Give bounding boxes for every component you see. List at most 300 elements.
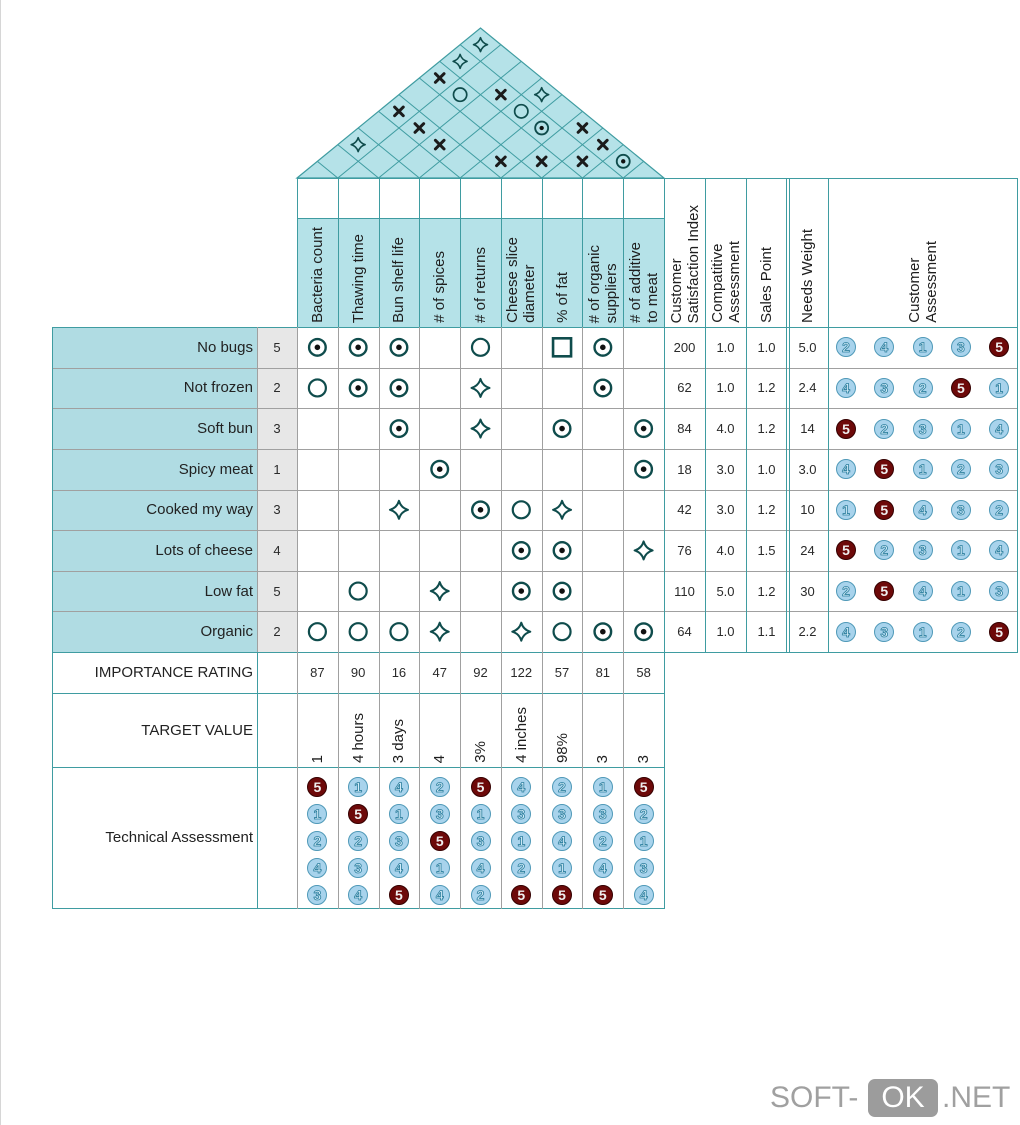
tech-requirement-header bbox=[623, 218, 664, 327]
four-point-star-icon bbox=[390, 501, 408, 519]
tech-requirement-header bbox=[379, 218, 420, 327]
technical-assessment-label: Technical Assessment bbox=[105, 829, 253, 846]
circle-dot-icon bbox=[431, 461, 448, 478]
need-satisfaction-index-value: 84 bbox=[677, 421, 692, 437]
circle-dot-icon bbox=[595, 380, 612, 397]
need-competitive-assessment-value: 5.0 bbox=[716, 583, 735, 599]
need-satisfaction-index-value: 76 bbox=[677, 542, 692, 558]
customer-assessment-rating: 2 bbox=[951, 459, 971, 479]
square-icon bbox=[553, 338, 571, 356]
tech-requirement-label bbox=[554, 272, 571, 323]
grid-line bbox=[379, 327, 380, 909]
grid-line bbox=[623, 178, 624, 328]
customer-assessment-rating: 3 bbox=[874, 378, 894, 398]
x-icon bbox=[395, 107, 404, 116]
grid-line bbox=[52, 368, 1018, 369]
customer-assessment-rating: 5 bbox=[989, 622, 1009, 642]
need-importance-weight: 4 bbox=[257, 530, 297, 571]
circle-icon bbox=[453, 88, 466, 101]
customer-column-label bbox=[709, 241, 743, 323]
tech-requirement-label bbox=[431, 251, 448, 323]
customer-assessment-label bbox=[906, 241, 940, 323]
grid-line bbox=[419, 178, 420, 328]
roof-grid-line bbox=[582, 145, 623, 178]
need-importance-weight: 2 bbox=[257, 611, 297, 652]
circle-icon bbox=[309, 623, 326, 640]
technical-assessment-rating: 3 bbox=[593, 804, 613, 824]
need-importance-weight: 3 bbox=[257, 408, 297, 449]
customer-need-label: Low fat bbox=[52, 571, 257, 612]
customer-assessment-rating: 1 bbox=[989, 378, 1009, 398]
circle-dot-icon bbox=[391, 420, 408, 437]
importance-rating-value: 87 bbox=[310, 665, 325, 680]
customer-need-label: Spicy meat bbox=[52, 449, 257, 490]
tech-requirement-label bbox=[586, 245, 620, 323]
customer-assessment-rating: 4 bbox=[836, 459, 856, 479]
target-value: 1 bbox=[308, 754, 326, 763]
tech-requirement-label bbox=[350, 234, 367, 323]
four-point-star-icon bbox=[473, 38, 487, 52]
technical-assessment-rating: 5 bbox=[552, 885, 572, 905]
customer-assessment-rating: 5 bbox=[836, 419, 856, 439]
four-point-star-icon bbox=[535, 88, 549, 102]
technical-assessment-rating: 4 bbox=[389, 858, 409, 878]
circle-icon bbox=[515, 105, 528, 118]
target-value: 3 days bbox=[390, 718, 408, 763]
importance-rating-value: 47 bbox=[432, 665, 447, 680]
four-point-star-icon bbox=[431, 623, 449, 641]
grid-line bbox=[297, 218, 665, 219]
roof-grid-line bbox=[379, 111, 461, 178]
technical-assessment-rating: 1 bbox=[307, 804, 327, 824]
tech-requirement-label-line: to meat bbox=[643, 272, 661, 323]
tech-header-blank-cell bbox=[338, 178, 379, 218]
need-sales-point-value: 1.2 bbox=[757, 502, 776, 518]
grid-line bbox=[52, 767, 665, 768]
technical-assessment-rating: 1 bbox=[471, 804, 491, 824]
customer-assessment-rating: 2 bbox=[951, 622, 971, 642]
grid-line bbox=[297, 327, 298, 909]
customer-assessment-rating: 1 bbox=[913, 459, 933, 479]
grid-line bbox=[297, 178, 298, 328]
customer-assessment-rating: 3 bbox=[951, 500, 971, 520]
importance-rating-value: 122 bbox=[510, 665, 533, 680]
tech-requirement-label-line: diameter bbox=[521, 264, 539, 323]
tech-header-blank-cell bbox=[623, 178, 664, 218]
roof-grid-line bbox=[358, 128, 419, 178]
customer-assessment-rating: 5 bbox=[836, 540, 856, 560]
technical-assessment-rating: 2 bbox=[511, 858, 531, 878]
technical-assessment-rating: 5 bbox=[634, 777, 654, 797]
tech-requirement-label-line: Bacteria count bbox=[308, 227, 326, 323]
technical-assessment-rating: 5 bbox=[471, 777, 491, 797]
grid-line bbox=[52, 571, 1018, 572]
customer-assessment-rating: 3 bbox=[913, 540, 933, 560]
customer-assessment-header bbox=[828, 178, 1017, 327]
circle-dot-icon bbox=[554, 583, 571, 600]
need-satisfaction-index-value: 18 bbox=[677, 461, 692, 477]
customer-column-label-line: Customer bbox=[667, 257, 685, 323]
customer-assessment-rating: 1 bbox=[836, 500, 856, 520]
need-competitive-assessment-value: 1.0 bbox=[716, 339, 735, 355]
customer-assessment-rating: 4 bbox=[836, 378, 856, 398]
customer-column-label bbox=[668, 205, 702, 323]
customer-assessment-rating: 4 bbox=[913, 581, 933, 601]
circle-dot-icon bbox=[391, 380, 408, 397]
need-competitive-assessment-value: 1.0 bbox=[716, 624, 735, 640]
grid-line bbox=[1017, 178, 1018, 653]
x-icon bbox=[578, 124, 587, 133]
need-importance-weight: 3 bbox=[257, 490, 297, 531]
roof-grid-line bbox=[460, 95, 562, 178]
customer-assessment-rating: 1 bbox=[913, 622, 933, 642]
importance-rating-value: 90 bbox=[350, 665, 366, 680]
tech-requirement-header bbox=[501, 218, 542, 327]
circle-dot-icon bbox=[595, 623, 612, 640]
tech-requirement-label bbox=[390, 237, 407, 323]
x-icon bbox=[599, 140, 608, 149]
roof-grid-line bbox=[419, 78, 541, 178]
tech-requirement-label-line: # of organic bbox=[585, 244, 603, 323]
circle-icon bbox=[472, 339, 489, 356]
four-point-star-icon bbox=[351, 138, 365, 152]
customer-need-label: Lots of cheese bbox=[52, 530, 257, 571]
tech-requirement-label-line: # of additive bbox=[626, 242, 644, 323]
grid-line bbox=[52, 530, 1018, 531]
four-point-star-icon bbox=[553, 501, 571, 519]
technical-assessment-rating: 5 bbox=[593, 885, 613, 905]
customer-assessment-rating: 5 bbox=[874, 500, 894, 520]
grid-line bbox=[582, 178, 583, 328]
importance-rating-value: 81 bbox=[595, 665, 611, 680]
tech-requirement-header bbox=[460, 218, 501, 327]
technical-assessment-rating: 1 bbox=[348, 777, 368, 797]
need-sales-point-value: 1.2 bbox=[757, 380, 776, 396]
technical-assessment-rating: 1 bbox=[511, 831, 531, 851]
roof-grid-line bbox=[419, 78, 541, 178]
roof-grid-line bbox=[399, 95, 501, 178]
target-value: 4 inches bbox=[512, 707, 530, 763]
x-icon bbox=[435, 140, 444, 149]
customer-assessment-rating: 4 bbox=[989, 419, 1009, 439]
grid-line bbox=[789, 178, 790, 653]
grid-line bbox=[52, 652, 1018, 653]
four-point-star-icon bbox=[472, 420, 490, 438]
grid-line bbox=[746, 178, 747, 653]
roof-grid-line bbox=[338, 45, 501, 178]
roof-outline bbox=[297, 28, 664, 178]
tech-requirement-label-line: # of spices bbox=[431, 251, 449, 323]
watermark-prefix: SOFT- bbox=[770, 1081, 859, 1114]
tech-header-blank-cell bbox=[501, 178, 542, 218]
customer-assessment-rating: 3 bbox=[989, 459, 1009, 479]
importance-rating-value: 16 bbox=[391, 665, 407, 680]
technical-assessment-rating: 3 bbox=[511, 804, 531, 824]
circle-icon bbox=[350, 623, 367, 640]
need-satisfaction-index-value: 42 bbox=[677, 502, 692, 518]
need-importance-weight: 2 bbox=[257, 368, 297, 409]
customer-need-label: Not frozen bbox=[52, 368, 257, 409]
tech-requirement-label-line: # of returns bbox=[471, 247, 489, 323]
need-importance-weight: 1 bbox=[257, 449, 297, 490]
grid-line bbox=[460, 327, 461, 909]
technical-assessment-rating: 3 bbox=[307, 885, 327, 905]
circle-icon bbox=[350, 583, 367, 600]
four-point-star-icon bbox=[512, 623, 530, 641]
customer-assessment-rating: 4 bbox=[836, 622, 856, 642]
tech-requirement-header bbox=[338, 218, 379, 327]
grid-line bbox=[379, 178, 380, 328]
circle-icon bbox=[309, 379, 326, 396]
target-value: 4 hours bbox=[349, 712, 367, 763]
technical-assessment-rating: 3 bbox=[471, 831, 491, 851]
roof-grid-line bbox=[379, 61, 522, 178]
grid-line bbox=[828, 178, 829, 653]
need-needs-weight-value: 2.2 bbox=[798, 624, 817, 640]
technical-assessment-rating: 5 bbox=[307, 777, 327, 797]
watermark-suffix: .NET bbox=[942, 1081, 1011, 1114]
four-point-star-icon bbox=[453, 54, 467, 68]
grid-line bbox=[257, 652, 258, 909]
customer-column-header-competitive-assessment bbox=[705, 178, 746, 327]
customer-column-header-needs-weight bbox=[787, 178, 828, 327]
technical-assessment-rating: 3 bbox=[634, 858, 654, 878]
grid-line bbox=[257, 327, 258, 653]
grid-line bbox=[786, 178, 787, 653]
tech-header-blank-cell bbox=[419, 178, 460, 218]
importance-rating-value: 92 bbox=[473, 665, 488, 680]
grid-line bbox=[705, 178, 706, 653]
four-point-star-icon bbox=[472, 379, 490, 397]
need-satisfaction-index-value: 110 bbox=[674, 583, 695, 599]
target-value-cell bbox=[419, 693, 460, 767]
customer-column-label-line: Needs Weight bbox=[799, 229, 816, 323]
customer-assessment-rating: 2 bbox=[874, 540, 894, 560]
customer-column-label-line: Compatitive bbox=[708, 243, 726, 323]
need-competitive-assessment-value: 1.0 bbox=[716, 380, 735, 396]
technical-assessment-rating: 1 bbox=[389, 804, 409, 824]
grid-line bbox=[582, 327, 583, 909]
need-competitive-assessment-value: 4.0 bbox=[716, 421, 735, 437]
customer-assessment-rating: 1 bbox=[913, 337, 933, 357]
technical-assessment-rating: 5 bbox=[430, 831, 450, 851]
need-sales-point-value: 1.2 bbox=[757, 421, 776, 437]
tech-requirement-label-line: Bun shelf life bbox=[390, 237, 408, 323]
technical-assessment-rating: 3 bbox=[430, 804, 450, 824]
grid-line bbox=[542, 327, 543, 909]
circle-dot-icon bbox=[635, 420, 652, 437]
need-satisfaction-index-value: 64 bbox=[677, 624, 692, 640]
technical-assessment-rating: 4 bbox=[593, 858, 613, 878]
x-icon bbox=[537, 157, 546, 166]
technical-assessment-rating: 4 bbox=[307, 858, 327, 878]
customer-assessment-rating: 2 bbox=[836, 337, 856, 357]
circle-dot-icon bbox=[513, 542, 530, 559]
grid-line bbox=[297, 178, 1018, 179]
target-value-cell bbox=[501, 693, 542, 767]
grid-line bbox=[460, 178, 461, 328]
roof-grid-line bbox=[440, 61, 583, 178]
circle-dot-icon bbox=[595, 339, 612, 356]
technical-assessment-rating: 4 bbox=[471, 858, 491, 878]
customer-assessment-rating: 5 bbox=[874, 581, 894, 601]
tech-requirement-header bbox=[542, 218, 583, 327]
customer-assessment-rating: 3 bbox=[874, 622, 894, 642]
target-value: 3% bbox=[471, 741, 489, 763]
technical-assessment-rating: 4 bbox=[511, 777, 531, 797]
tech-requirement-header bbox=[297, 218, 338, 327]
customer-need-label: No bugs bbox=[52, 327, 257, 368]
roof-grid-line bbox=[542, 128, 603, 178]
need-importance-weight: 5 bbox=[257, 327, 297, 368]
customer-assessment-label-line: Customer bbox=[905, 257, 923, 323]
customer-need-label: Cooked my way bbox=[52, 490, 257, 531]
circle-dot-icon bbox=[554, 420, 571, 437]
grid-line bbox=[52, 327, 1018, 328]
customer-assessment-rating: 5 bbox=[874, 459, 894, 479]
x-icon bbox=[578, 157, 587, 166]
tech-requirement-label bbox=[504, 237, 538, 323]
circle-dot-icon bbox=[472, 502, 489, 519]
technical-assessment-rating: 3 bbox=[552, 804, 572, 824]
customer-need-label: Organic bbox=[52, 611, 257, 652]
circle-dot-icon bbox=[350, 339, 367, 356]
customer-column-header-satisfaction-index bbox=[664, 178, 705, 327]
technical-assessment-rating: 2 bbox=[552, 777, 572, 797]
need-competitive-assessment-value: 3.0 bbox=[716, 461, 735, 477]
circle-dot-icon bbox=[554, 542, 571, 559]
technical-assessment-rating: 2 bbox=[471, 885, 491, 905]
roof-correlation-matrix bbox=[297, 28, 664, 178]
customer-assessment-rating: 2 bbox=[989, 500, 1009, 520]
need-needs-weight-value: 14 bbox=[800, 421, 815, 437]
need-sales-point-value: 1.5 bbox=[757, 542, 776, 558]
target-value-cell bbox=[297, 693, 338, 767]
customer-column-label-line: Satisfaction Index bbox=[684, 204, 702, 323]
need-competitive-assessment-value: 3.0 bbox=[716, 502, 735, 518]
technical-assessment-rating: 4 bbox=[430, 885, 450, 905]
x-icon bbox=[415, 124, 424, 133]
four-point-star-icon bbox=[635, 541, 653, 559]
customer-column-label-line: Assessment bbox=[725, 241, 743, 323]
customer-assessment-rating: 1 bbox=[951, 581, 971, 601]
need-sales-point-value: 1.1 bbox=[757, 624, 776, 640]
technical-assessment-rating: 2 bbox=[307, 831, 327, 851]
tech-requirement-label bbox=[627, 242, 661, 323]
target-value: 3 bbox=[594, 754, 612, 763]
circle-icon bbox=[554, 623, 571, 640]
tech-requirement-header bbox=[582, 218, 623, 327]
grid-line bbox=[52, 693, 665, 694]
importance-rating-value: 58 bbox=[636, 665, 651, 680]
need-needs-weight-value: 5.0 bbox=[798, 339, 817, 355]
circle-dot-icon bbox=[617, 155, 630, 168]
roof-grid-line bbox=[623, 161, 643, 178]
circle-dot-icon bbox=[513, 583, 530, 600]
customer-assessment-rating: 5 bbox=[989, 337, 1009, 357]
target-value: 4 bbox=[431, 754, 449, 763]
roof-grid-line bbox=[460, 45, 623, 178]
target-value-cell bbox=[542, 693, 583, 767]
technical-assessment-rating: 2 bbox=[430, 777, 450, 797]
target-value-cell bbox=[623, 693, 664, 767]
customer-column-header-sales-point bbox=[746, 178, 787, 327]
tech-requirement-header bbox=[419, 218, 460, 327]
x-icon bbox=[497, 157, 506, 166]
roof-grid-line bbox=[317, 161, 337, 178]
technical-assessment-rating: 5 bbox=[389, 885, 409, 905]
grid-line bbox=[52, 490, 1018, 491]
need-needs-weight-value: 3.0 bbox=[798, 461, 817, 477]
customer-column-label-line: Sales Point bbox=[758, 247, 775, 323]
customer-column-label bbox=[799, 229, 816, 323]
customer-assessment-label-line: Assessment bbox=[922, 241, 940, 323]
tech-requirement-label-line: Cheese slice bbox=[504, 237, 522, 323]
customer-assessment-rating: 2 bbox=[913, 378, 933, 398]
circle-dot-icon bbox=[635, 623, 652, 640]
technical-assessment-rating: 1 bbox=[430, 858, 450, 878]
technical-assessment-rating: 4 bbox=[389, 777, 409, 797]
grid-line bbox=[338, 178, 339, 328]
tech-requirement-label-line: suppliers bbox=[602, 262, 620, 323]
grid-line bbox=[52, 611, 1018, 612]
four-point-star-icon bbox=[431, 582, 449, 600]
target-value-cell bbox=[460, 693, 501, 767]
circle-dot-icon bbox=[309, 339, 326, 356]
tech-header-blank-cell bbox=[542, 178, 583, 218]
technical-assessment-rating: 4 bbox=[634, 885, 654, 905]
grid-line bbox=[501, 327, 502, 909]
technical-assessment-rating: 2 bbox=[593, 831, 613, 851]
need-importance-weight: 5 bbox=[257, 571, 297, 612]
customer-need-label: Soft bun bbox=[52, 408, 257, 449]
technical-assessment-rating: 4 bbox=[348, 885, 368, 905]
customer-assessment-rating: 3 bbox=[951, 337, 971, 357]
roof-grid-line bbox=[501, 111, 583, 178]
customer-assessment-rating: 5 bbox=[951, 378, 971, 398]
need-needs-weight-value: 10 bbox=[800, 502, 815, 518]
x-icon bbox=[497, 90, 506, 99]
need-sales-point-value: 1.2 bbox=[757, 583, 776, 599]
technical-assessment-rating: 1 bbox=[552, 858, 572, 878]
customer-column-label bbox=[758, 247, 775, 323]
tech-header-blank-cell bbox=[460, 178, 501, 218]
technical-assessment-rating: 2 bbox=[348, 831, 368, 851]
need-competitive-assessment-value: 4.0 bbox=[716, 542, 735, 558]
target-value: 98% bbox=[553, 732, 571, 763]
technical-assessment-rating: 5 bbox=[348, 804, 368, 824]
need-needs-weight-value: 2.4 bbox=[798, 380, 817, 396]
need-sales-point-value: 1.0 bbox=[757, 339, 776, 355]
tech-header-blank-cell bbox=[582, 178, 623, 218]
customer-assessment-rating: 1 bbox=[951, 540, 971, 560]
need-needs-weight-value: 30 bbox=[800, 583, 815, 599]
grid-line bbox=[52, 908, 665, 909]
target-value-label: TARGET VALUE bbox=[141, 721, 253, 739]
need-satisfaction-index-value: 62 bbox=[677, 380, 692, 396]
tech-header-blank-cell bbox=[379, 178, 420, 218]
customer-assessment-rating: 3 bbox=[989, 581, 1009, 601]
circle-icon bbox=[513, 501, 530, 518]
circle-icon bbox=[390, 623, 407, 640]
customer-assessment-rating: 4 bbox=[989, 540, 1009, 560]
technical-assessment-rating: 5 bbox=[511, 885, 531, 905]
tech-requirement-label bbox=[309, 227, 326, 323]
target-value-cell bbox=[338, 693, 379, 767]
need-sales-point-value: 1.0 bbox=[757, 461, 776, 477]
technical-assessment-rating: 3 bbox=[389, 831, 409, 851]
target-value-cell bbox=[379, 693, 420, 767]
